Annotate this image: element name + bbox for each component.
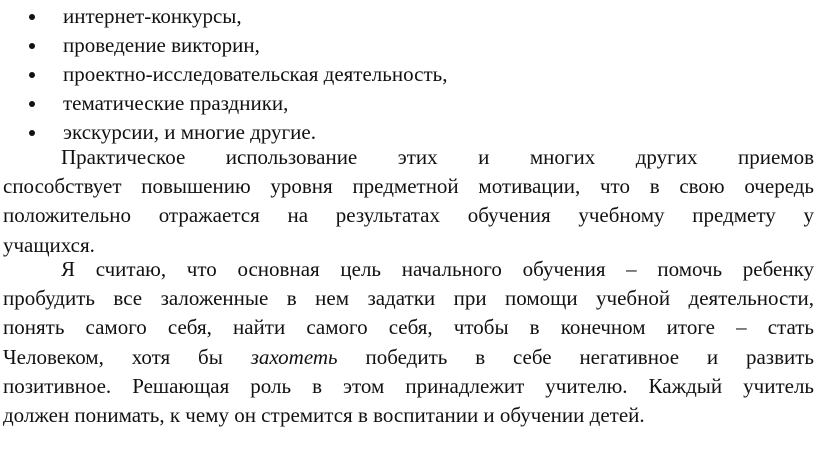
paragraph-line: учащихся. [3,232,95,257]
bullet-icon [29,43,35,49]
list-item [0,89,816,118]
bullet-icon [29,72,35,78]
bullet-icon [29,130,35,136]
paragraph-line-mixed [3,343,814,372]
list-item-text: экскурсии, и многие другие. [63,120,316,144]
paragraph-line: пробудить все заложенные в нем задатки при помощи учебной деятельности, [3,286,814,311]
paragraph-line: должен понимать, к чему он стремится в воспитании и обучении детей. [3,402,645,427]
list-item [0,60,816,89]
paragraph-line: понять самого себя, найти самого себя, чтобы в конечном итоге – стать [3,315,814,340]
list-item [0,2,816,31]
list-item [0,31,816,60]
text-segment: Человеком, хотя бы [3,344,223,369]
italic-word: захотеть [250,344,338,369]
paragraph-main-goal [3,255,814,430]
list-item-text: проектно-исследовательская деятельность, [63,62,448,86]
text-segment: победить в себе негативное и развить [365,344,815,369]
paragraph-line: способствует повышению уровня предметной мотивации, что в свою очередь [3,174,814,199]
paragraph-line: позитивное. Решающая роль в этом принадлежит учителю. Каждый учитель [3,373,814,398]
bullet-icon [29,14,35,20]
paragraph-line: Практическое использование этих и многих других приемов [61,145,814,169]
paragraph-line: Я считаю, что основная цель начального обучения – помочь ребенку [61,257,814,281]
list-item-text: тематические праздники, [63,91,289,115]
paragraph-line: положительно отражается на результатах обучения учебному предмету у [3,203,814,228]
bullet-icon [29,101,35,107]
bullet-list [0,2,816,147]
list-item-text: проведение викторин, [63,33,260,57]
list-item-text: интернет-конкурсы, [63,4,242,28]
paragraph-practical-use [3,143,814,260]
